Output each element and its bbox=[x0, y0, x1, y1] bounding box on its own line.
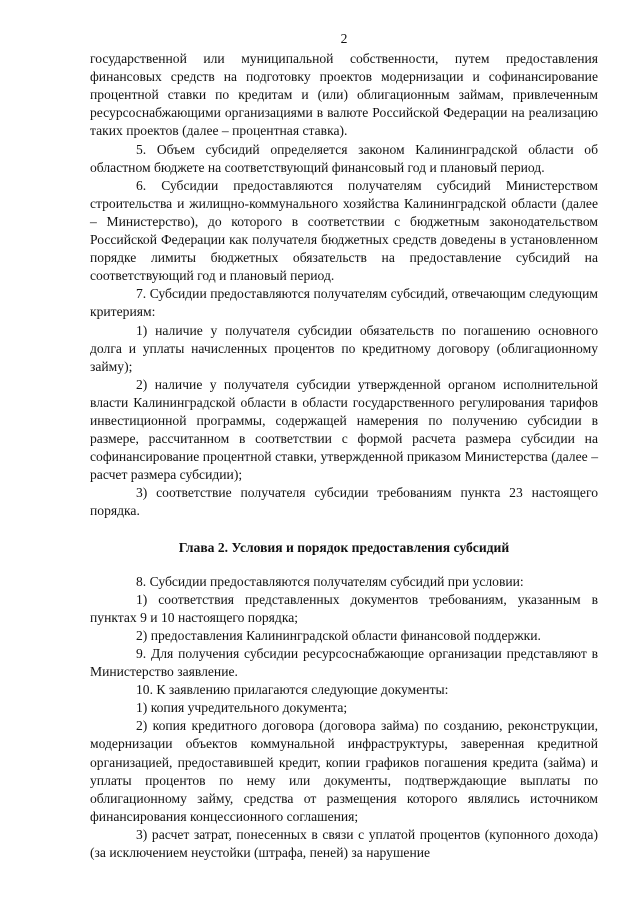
paragraph-item-6: 6. Субсидии предоставляются получателям субсидий Министерством строительства и жилищно-коммунального хозяйства Калининградской области (далее – Министерство), до которого в соответствии с бюджетным законодательством Российской Федерации как получателя бюджетных средств доведены в установленном порядке лимиты бюджетных обязательств на предоставление субсидий на соответствующий год и плановый период. bbox=[90, 177, 598, 284]
paragraph-item-7: 7. Субсидии предоставляются получателям субсидий, отвечающим следующим критериям: bbox=[90, 286, 598, 320]
paragraph-document-2: 2) копия кредитного договора (договора займа) по созданию, реконструкции, модернизации объектов коммунальной инфраструктуры, заверенная кредитной организацией, предоставившей кредит, копии графиков погашения кредита (займа) и уплаты процентов по нему или документы, подтверждающие выплаты по облигационному займу, средства от размещения которого являлись источником финансирования концессионного соглашения; bbox=[90, 718, 598, 824]
paragraph-criterion-2: 2) наличие у получателя субсидии утвержденной органом исполнительной власти Калининградской области в области государственного регулирования тарифов инвестиционной программы, содержащей намерения по получению субсидии в размере, рассчитанном в соответствии с формой расчета размера субсидии на софинансирование процентной ставки, утвержденной приказом Министерства (далее – расчет размера субсидии); bbox=[90, 376, 598, 483]
paragraph-document-3: 3) расчет затрат, понесенных в связи с уплатой процентов (купонного дохода) (за исключением неустойки (штрафа, пеней) за нарушение bbox=[90, 826, 598, 861]
paragraph-continuation: государственной или муниципальной собственности, путем предоставления финансовых средств на подготовку проектов модернизации и софинансирование процентной ставки по кредитам и (или) облигационным займам, привлеченным ресурсоснабжающими организациями в валюте Российской Федерации на реализацию таких проектов (далее – процентная ставка). bbox=[90, 51, 598, 139]
paragraph-item-8: 8. Субсидии предоставляются получателям субсидий при условии: bbox=[136, 573, 524, 589]
paragraph-criterion-3: 3) соответствие получателя субсидии требованиям пункта 23 настоящего порядка. bbox=[90, 485, 598, 519]
document-page bbox=[90, 30, 598, 862]
page-number: 2 bbox=[340, 31, 348, 46]
paragraph-document-1: 1) копия учредительного документа; bbox=[136, 700, 348, 716]
paragraph-item-10: 10. К заявлению прилагаются следующие документы: bbox=[136, 682, 449, 698]
paragraph-item-5: 5. Объем субсидий определяется законом Калининградской области об областном бюджете на соответствующий финансовый год и плановый период. bbox=[90, 141, 598, 175]
paragraph-condition-1: 1) соответствия представленных документов требованиям, указанным в пунктах 9 и 10 настоящего порядка; bbox=[90, 591, 598, 625]
paragraph-criterion-1: 1) наличие у получателя субсидии обязательств по погашению основного долга и уплаты начисленных процентов по кредитному договору (облигационному займу); bbox=[90, 322, 598, 374]
chapter-heading: Глава 2. Условия и порядок предоставления субсидий bbox=[178, 539, 510, 555]
paragraph-item-9: 9. Для получения субсидии ресурсоснабжающие организации представляют в Министерство заявление. bbox=[90, 646, 598, 680]
paragraph-condition-2: 2) предоставления Калининградской области финансовой поддержки. bbox=[136, 627, 541, 643]
